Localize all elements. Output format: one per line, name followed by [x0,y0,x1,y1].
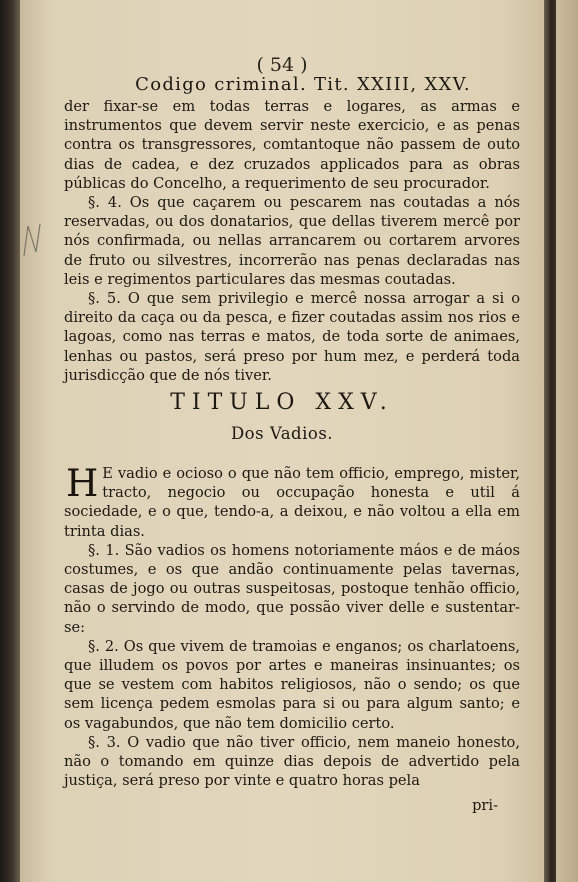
title-block [20,390,544,443]
book-spine-shadow [0,0,20,882]
body-text-after-title [64,464,520,790]
body-text-before-title [64,97,520,385]
opening-text: E vadio e ocioso o que não tem officio, emprego, mister, tracto, negocio ou occupação honesta e util á sociedade, e o que, tendo-a, a deixou, e não voltou a ella em trinta dias. [64,465,520,540]
margin-pencil-mark [22,222,42,258]
paragraph-section-1: §. 1. São vadios os homens notoriamente máos e de máos costumes, e os que andão continuamente pelas tavernas, casas de jogo ou outras suspeitosas, postoque tenhão officio, não o servindo de modo, que possão viver delle e sustentar-se: [64,541,520,636]
catchword: pri- [472,797,498,814]
running-head: Codigo criminal. Tit. XXIII, XXV. [135,74,471,95]
page-number: ( 54 ) [256,54,308,76]
book-page [20,0,544,882]
next-page-edge [556,0,578,882]
paragraph-section-3: §. 3. O vadio que não tiver officio, nem maneio honesto, não o tomando em quinze dias depois de advertido pela justiça, será preso por vinte e quatro horas pela [64,733,520,790]
drop-cap: H [66,462,99,505]
paragraph-section-2: §. 2. Os que vivem de tramoias e enganos; os charlatoens, que illudem os povos por artes e maneiras insinuantes; os que se vestem com habitos religiosos, não o sendo; os que sem licença pedem esmolas para si ou para algum santo; e os vagabundos, que não tem domicilio certo. [64,637,520,732]
paragraph-section-5: §. 5. O que sem privilegio e mercê nossa arrogar a si o direito da caça ou da pesca, e fizer coutadas assim nos rios e lagoas, como nas terras e matos, de toda sorte de animaes, lenhas ou pastos, será preso por hum mez, e perderá toda jurisdicção que de nós tiver. [64,290,520,384]
paragraph-continuation: der fixar-se em todas terras e logares, as armas e instrumentos que devem servir neste exercicio, e as penas contra os transgressores, comtantoque não passem de outo dias de cadea, e dez cruzados applicados para as obras públicas do Concelho, a requerimento de seu procurador. [64,98,520,192]
book-gutter [544,0,556,882]
opening-paragraph [64,464,520,541]
section-subtitle: Dos Vadios. [230,424,334,443]
paragraph-section-4: §. 4. Os que caçarem ou pescarem nas coutadas a nós reservadas, ou dos donatarios, que dellas tiverem mercê por nós confirmada, ou nellas arrancarem ou cortarem arvores de fruto ou silvestres, incorrerão nas penas declaradas nas leis e regimentos particulares das mesmas coutadas. [64,194,520,288]
section-title: TITULO XXV. [170,390,394,415]
